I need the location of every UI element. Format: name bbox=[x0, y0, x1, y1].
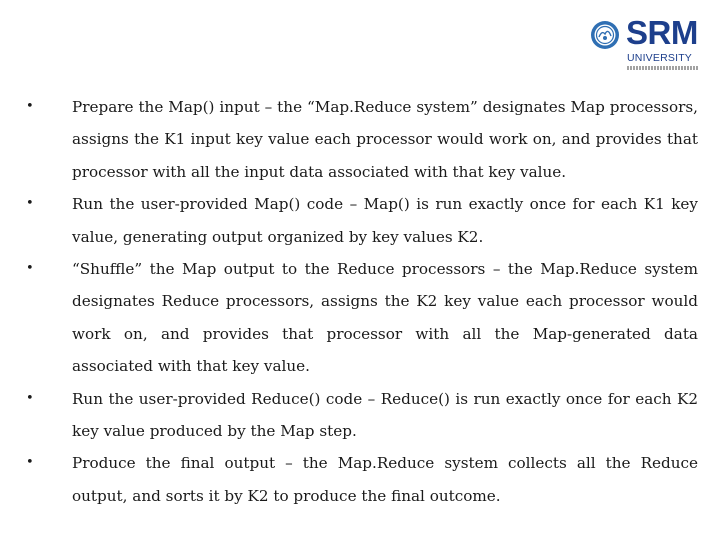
bullet-item-run-reduce-code bbox=[26, 383, 698, 448]
bullet-content bbox=[26, 91, 698, 512]
bullet-marker: • bbox=[26, 455, 34, 471]
university-emblem-icon bbox=[590, 20, 620, 50]
bullet-marker: • bbox=[26, 390, 34, 406]
bullet-item-prepare-map-input bbox=[26, 91, 698, 188]
bullet-marker: • bbox=[26, 196, 34, 212]
logo-subtitle: UNIVERSITY bbox=[627, 52, 693, 64]
bullet-text: Run the user-provided Reduce() code – Reduce() is run exactly once for each K2 key value produced by the Map step. bbox=[72, 389, 698, 441]
bullet-text: Prepare the Map() input – the “Map.Reduce system” designates Map processors, assigns the K1 input key value each processor would work on, and provides that processor with all the input data associated with that key value. bbox=[72, 98, 698, 181]
srm-university-logo bbox=[590, 16, 702, 76]
bullet-item-run-map-code bbox=[26, 188, 698, 253]
bullet-item-produce-final-output bbox=[26, 447, 698, 512]
bullet-text: “Shuffle” the Map output to the Reduce processors – the Map.Reduce system designates Reduce processors, assigns the K2 key value each processor would work on, and provides that processor with all the Map-generated data associated with that key value. bbox=[72, 260, 698, 376]
bullet-marker: • bbox=[26, 99, 34, 114]
bullet-text: Run the user-provided Map() code – Map() is run exactly once for each K1 key value, generating output organized by key values K2. bbox=[72, 195, 698, 246]
bullet-marker: • bbox=[26, 261, 34, 277]
bullet-item-shuffle bbox=[26, 253, 698, 383]
bullet-text: Produce the final output – the Map.Reduce system collects all the Reduce output, and sorts it by K2 to produce the final outcome. bbox=[72, 454, 698, 505]
logo-tagline bbox=[627, 66, 699, 70]
logo-wordmark: SRM bbox=[626, 14, 698, 51]
bullet-list bbox=[26, 91, 698, 512]
